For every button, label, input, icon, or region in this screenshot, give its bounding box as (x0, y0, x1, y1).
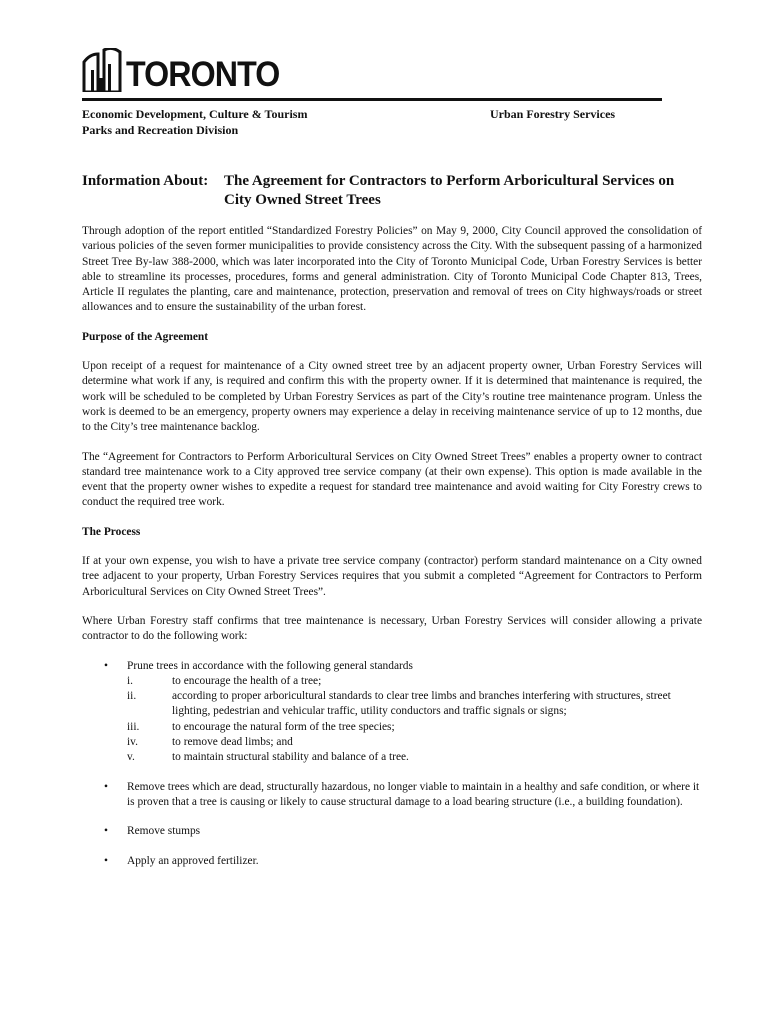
document-body (82, 224, 702, 883)
process-heading: The Process (82, 525, 141, 538)
sub-item-number: iv. (127, 736, 138, 749)
bullet-icon: • (104, 825, 108, 838)
bullet-icon: • (104, 854, 108, 867)
list-item (82, 824, 702, 839)
work-list (82, 659, 702, 869)
list-item (82, 659, 702, 766)
sub-list-item (127, 735, 702, 750)
sub-item-text: to remove dead limbs; and (172, 736, 293, 749)
sub-list-item (127, 720, 702, 735)
process-paragraph-1: If at your own expense, you wish to have a private tree service company (contractor) perform standard maintenance on a City owned tree adjacent to your property, Urban Forestry Services requires that you submit a completed “Agreement for Contractors to Perform Arboricultural Services on City Owned Street Trees”. (82, 555, 702, 598)
department-line-1: Economic Development, Culture & Tourism (82, 107, 308, 121)
title-label: Information About: (82, 173, 209, 189)
purpose-paragraph-1: Upon receipt of a request for maintenance of a City owned street tree by an adjacent property owner, Urban Forestry Services will determine what work if any, is required and confirm this with the property owner. If it is determined that maintenance is required, the work will be scheduled to be completed by Urban Forestry Services as part of the City’s routine tree maintenance program. Unless the work is deemed to be an emergency, property owners may experience a delay in receiving maintenance service of up to 12 months, due to the City’s tree maintenance backlog. (82, 360, 702, 434)
purpose-paragraph-2: The “Agreement for Contractors to Perform Arboricultural Services on City Owned Street Trees” enables a property owner to contract standard tree maintenance work to a City approved tree service company (at their own expense). This option is made available in the event that the property owner wishes to expedite a request for standard tree maintenance and avoid waiting for City Forestry crews to conduct the required tree work. (82, 450, 702, 509)
sub-list-item (127, 689, 702, 720)
sub-item-text: to encourage the natural form of the tree species; (172, 720, 395, 733)
sub-item-number: i. (127, 674, 134, 687)
pruning-standards-list (127, 674, 702, 766)
sub-item-text: to maintain structural stability and balance of a tree. (172, 751, 409, 764)
sub-item-text: according to proper arboricultural standards to clear tree limbs and branches interfering with structures, street lighting, pedestrian and vehicular traffic, utility conductors and traffic signals or signs; (172, 690, 671, 718)
department-line-2: Parks and Recreation Division (82, 123, 239, 137)
sub-item-text: to encourage the health of a tree; (172, 674, 322, 687)
department-block (82, 106, 307, 138)
sub-item-number: ii. (127, 690, 137, 703)
list-item (82, 854, 702, 869)
process-paragraph-2: Where Urban Forestry staff confirms that tree maintenance is necessary, Urban Forestry Services will consider allowing a private contractor to do the following work: (82, 614, 702, 643)
title-text: The Agreement for Contractors to Perform Arboricultural Services on City Owned Street Trees (224, 173, 675, 208)
list-item-text: Apply an approved fertilizer. (127, 854, 259, 867)
logo-wordmark: TORONTO (126, 55, 280, 94)
list-item-text: Prune trees in accordance with the following general standards (127, 659, 413, 672)
sub-list-item (127, 750, 702, 765)
sub-item-number: iii. (127, 720, 140, 733)
bullet-icon: • (104, 659, 108, 672)
city-hall-icon (82, 48, 122, 92)
service-name: Urban Forestry Services (490, 107, 616, 121)
sub-list-item (127, 674, 702, 689)
bullet-icon: • (104, 780, 108, 793)
purpose-heading: Purpose of the Agreement (82, 330, 209, 343)
toronto-logo (82, 44, 293, 92)
list-item-text: Remove stumps (127, 825, 201, 838)
intro-paragraph: Through adoption of the report entitled “Standardized Forestry Policies” on May 9, 2000, City Council approved the consolidation of various policies of the seven former municipalities to provide consistency across the City. With the subsequent passing of a harmonized Street Tree By-law 388-2000, which was later incorporated into the City of Toronto Municipal Code, Urban Forestry Services is better able to streamline its processes, procedures, forms and general administration. City of Toronto Municipal Code Chapter 813, Trees, Article II regulates the planting, care and maintenance, protection, preservation and removal of trees on City highways/roads or street allowances and to ensure the sustainability of the urban forest. (82, 225, 702, 314)
header-rule (82, 98, 662, 101)
sub-item-number: v. (127, 751, 135, 764)
list-item-text: Remove trees which are dead, structurally hazardous, no longer viable to maintain in a healthy and safe condition, or where it is proven that a tree is causing or likely to cause structural damage to a load bearing structure (i.e., a building foundation). (127, 780, 700, 808)
list-item (82, 780, 702, 811)
